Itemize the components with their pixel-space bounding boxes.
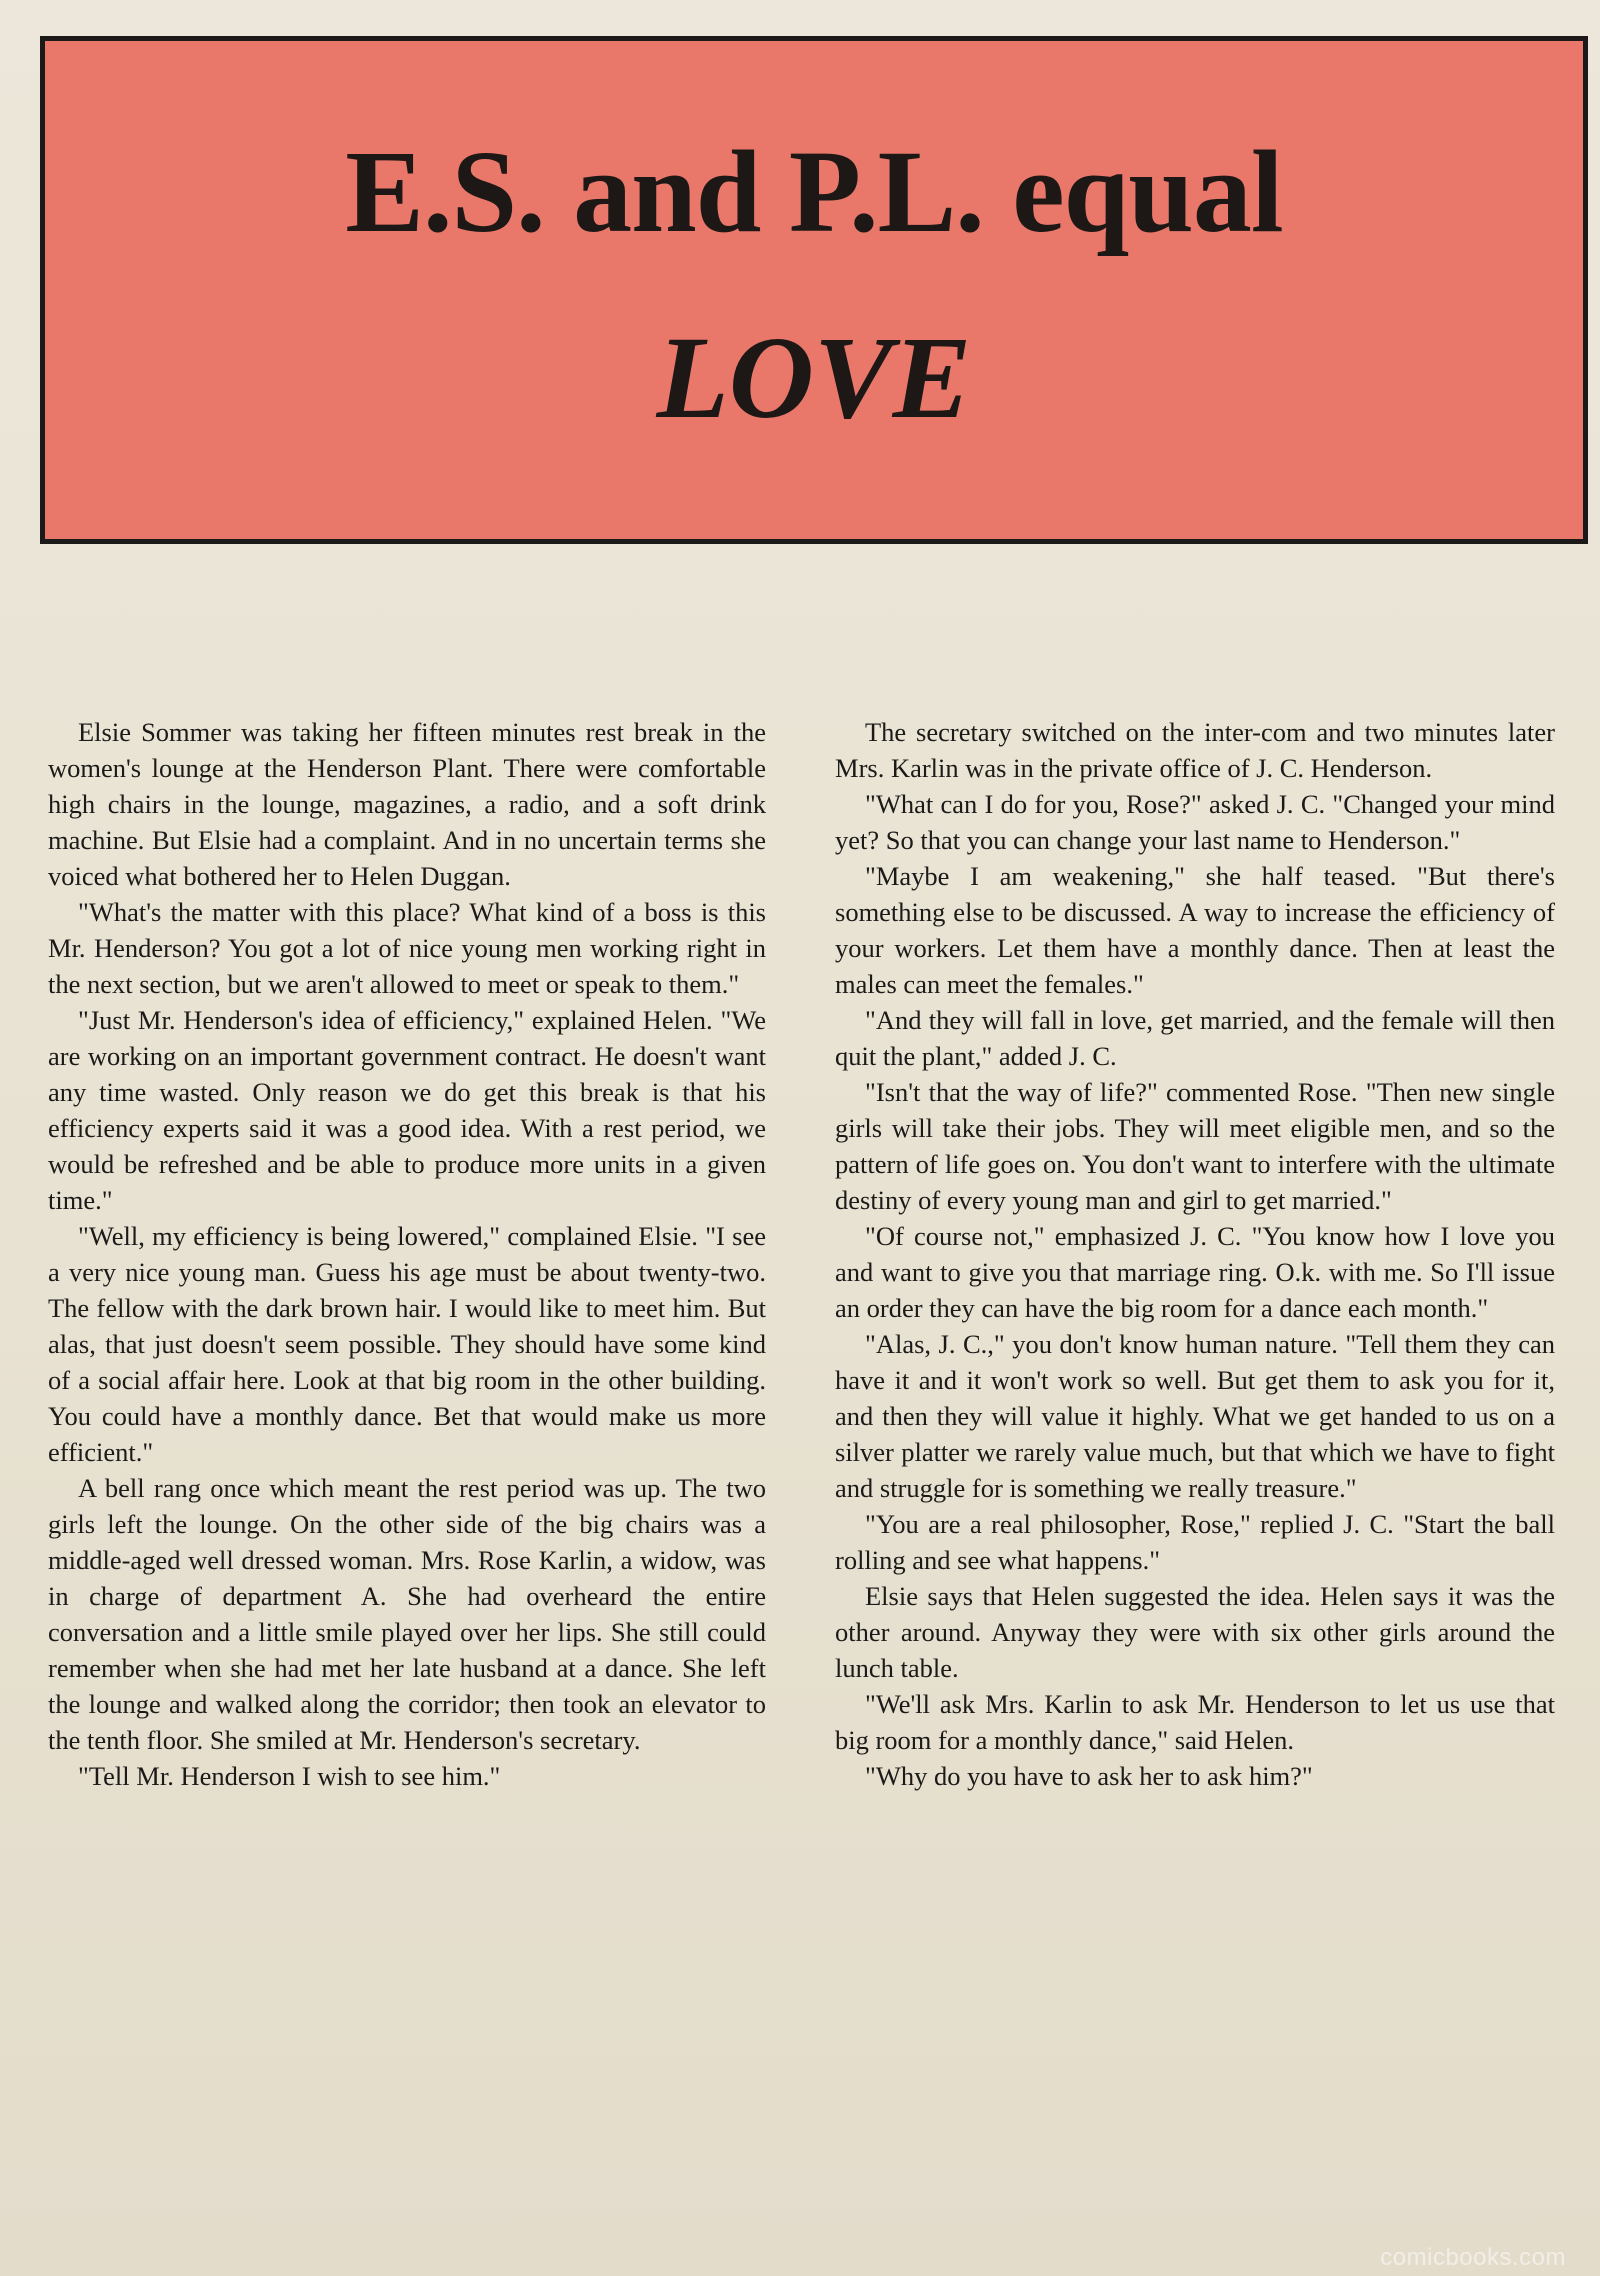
paragraph: "What can I do for you, Rose?" asked J. C. "Changed your mind yet? So that you can change your last name to Henderson." — [835, 789, 1555, 855]
left-column — [48, 714, 766, 1794]
title-line-2: LOVE — [656, 312, 972, 443]
paragraph: "Of course not," emphasized J. C. "You know how I love you and want to give you that marriage ring. O.k. with me. So I'll issue an order they can have the big room for a dance each month." — [835, 1221, 1555, 1323]
paragraph: "Well, my efficiency is being lowered," complained Elsie. "I see a very nice young man. Guess his age must be about twenty-two. The fellow with the dark brown hair. I would like to meet him. But alas, that just doesn't seem possible. They should have some kind of a social affair here. Look at that big room in the other building. You could have a monthly dance. Bet that would make us more efficient." — [48, 1221, 766, 1467]
paragraph: "Just Mr. Henderson's idea of efficiency," explained Helen. "We are working on an important government contract. He doesn't want any time wasted. Only reason we do get this break is that his efficiency experts said it was a good idea. With a rest period, we would be refreshed and be able to produce more units in a given time." — [48, 1005, 766, 1215]
title-box — [40, 36, 1588, 544]
paragraph: A bell rang once which meant the rest period was up. The two girls left the lounge. On the other side of the big chairs was a middle-aged well dressed woman. Mrs. Rose Karlin, a widow, was in charge of department A. She had overheard the entire conversation and a little smile played over her lips. She still could remember when she had met her late husband at a dance. She left the lounge and walked along the corridor; then took an elevator to the tenth floor. She smiled at Mr. Henderson's secretary. — [48, 1473, 766, 1755]
right-column — [835, 714, 1555, 1794]
paragraph: "Tell Mr. Henderson I wish to see him." — [78, 1761, 501, 1791]
paragraph: "And they will fall in love, get married, and the female will then quit the plant," added J. C. — [835, 1005, 1555, 1071]
paragraph: Elsie says that Helen suggested the idea. Helen says it was the other around. Anyway they were with six other girls around the lunch table. — [835, 1581, 1555, 1683]
paragraph: "Why do you have to ask her to ask him?" — [865, 1761, 1313, 1791]
paragraph: "Maybe I am weakening," she half teased. "But there's something else to be discussed. A way to increase the efficiency of your workers. Let them have a monthly dance. Then at least the males can meet the females." — [835, 861, 1555, 999]
watermark: comicbooks.com — [1380, 2244, 1566, 2271]
paragraph: "You are a real philosopher, Rose," replied J. C. "Start the ball rolling and see what happens." — [835, 1509, 1555, 1575]
paragraph: Elsie Sommer was taking her fifteen minutes rest break in the women's lounge at the Henderson Plant. There were comfortable high chairs in the lounge, magazines, a radio, and a soft drink machine. But Elsie had a complaint. And in no uncertain terms she voiced what bothered her to Helen Duggan. — [48, 717, 766, 891]
title-line-1: E.S. and P.L. equal — [345, 126, 1283, 257]
paragraph: The secretary switched on the inter-com and two minutes later Mrs. Karlin was in the private office of J. C. Henderson. — [835, 717, 1555, 783]
paragraph: "Alas, J. C.," you don't know human nature. "Tell them they can have it and it won't work so well. But get them to ask you for it, and then they will value it highly. What we get handed to us on a silver platter we rarely value much, but that which we have to fight and struggle for is something we really treasure." — [835, 1329, 1555, 1503]
paragraph: "Isn't that the way of life?" commented Rose. "Then new single girls will take their jobs. They will meet eligible men, and so the pattern of life goes on. You don't want to interfere with the ultimate destiny of every young man and girl to get married." — [835, 1077, 1555, 1215]
paragraph: "What's the matter with this place? What kind of a boss is this Mr. Henderson? You got a lot of nice young men working right in the next section, but we aren't allowed to meet or speak to them." — [48, 897, 766, 999]
paragraph: "We'll ask Mrs. Karlin to ask Mr. Henderson to let us use that big room for a monthly dance," said Helen. — [835, 1689, 1555, 1755]
